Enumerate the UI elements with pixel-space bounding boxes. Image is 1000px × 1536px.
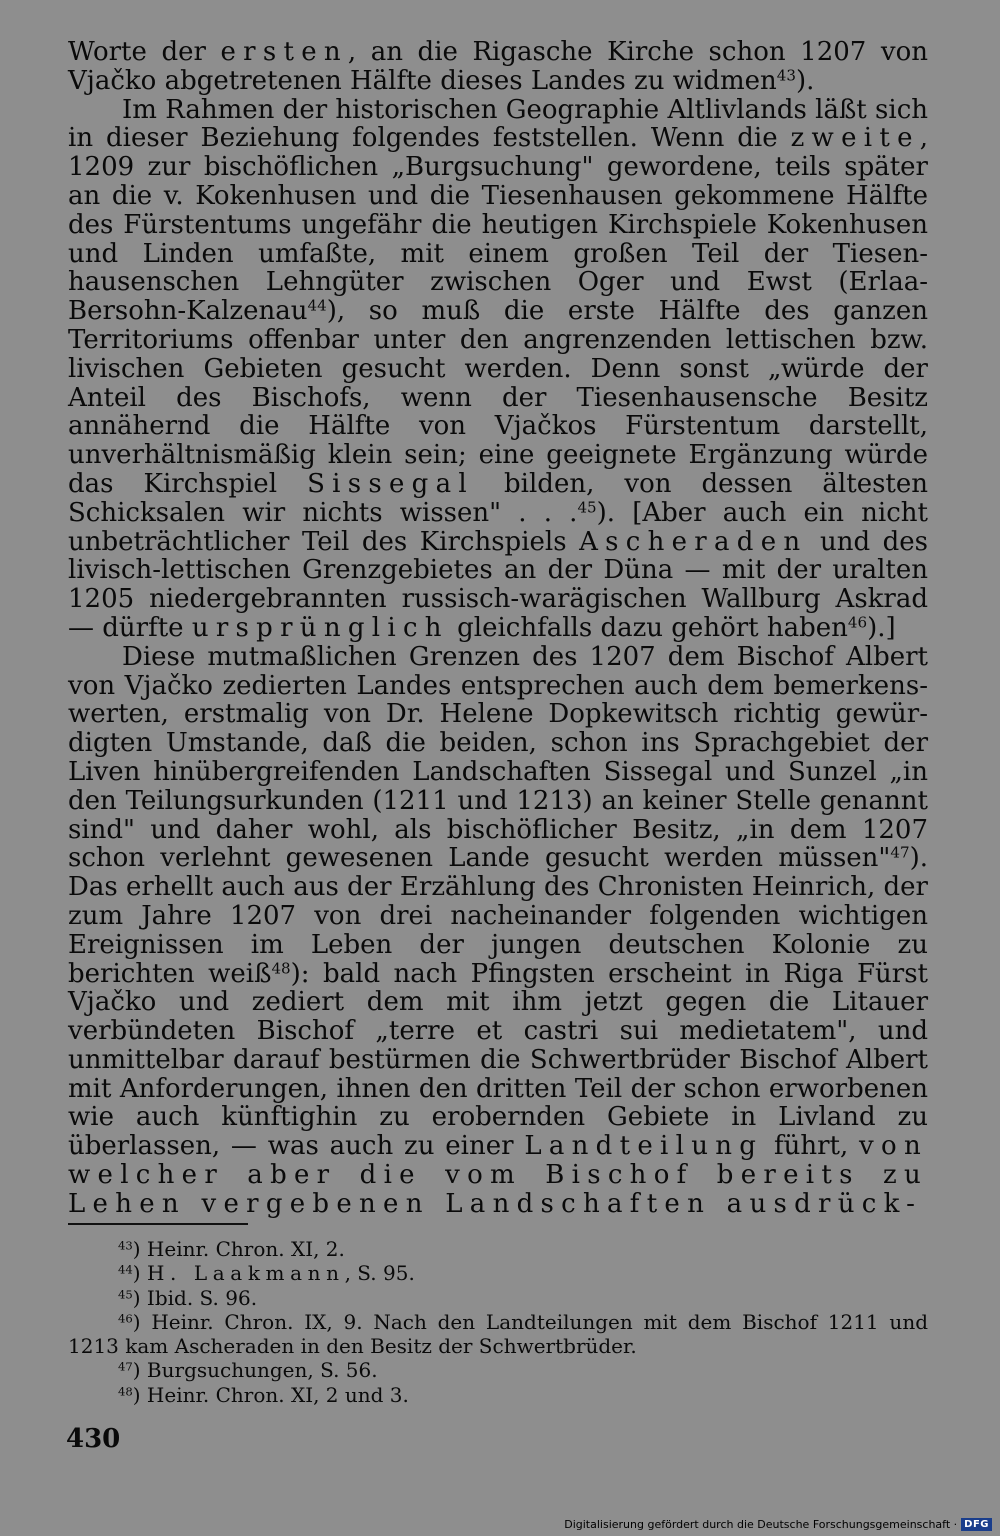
footnote-text: Burgsuchungen, S. 56. bbox=[140, 1358, 378, 1383]
footnote-ref[interactable]: 43 bbox=[776, 66, 796, 85]
spaced-text: Sissegal bbox=[307, 468, 474, 499]
spaced-text: ersten bbox=[220, 37, 348, 67]
footnote-number: 47 bbox=[118, 1360, 133, 1375]
page-number: 430 bbox=[66, 1424, 121, 1454]
footnote-number: 46 bbox=[118, 1311, 133, 1326]
spaced-text: von welcher aber die vom Bischof bereits zu Lehen vergebenen Landschaften ausdrück- bbox=[68, 1131, 928, 1219]
footnote-43: $^{43}$) Heinr. Chron. XI, 2. bbox=[118, 1237, 345, 1261]
footnotes bbox=[68, 1237, 928, 1407]
footnote-text: Ibid. S. 96. bbox=[140, 1285, 258, 1310]
text-run: ). [Aber auch ein nicht unbeträchtlicher Teil des Kirchspiels bbox=[68, 497, 928, 557]
text-run: führt, bbox=[763, 1131, 860, 1162]
body-text bbox=[68, 38, 928, 1219]
footnote-text: Heinr. Chron. XI, 2. bbox=[140, 1237, 345, 1261]
footnote-ref[interactable]: 46 bbox=[847, 613, 868, 632]
text-run: ). Das erhellt auch aus der Erzählung des Chronisten Heinrich, der zum Jahre 1207 von drei nacheinander folgenden wichtigen Ereignissen im Leben der jungen deutschen Kolonie zu berichten weiß bbox=[68, 843, 928, 989]
spaced-text: Ascheraden bbox=[579, 526, 808, 557]
footnote-author: H. Laakmann bbox=[146, 1261, 345, 1286]
text-run: und des livisch-lettischen Grenzgebietes an der Düna — mit der uralten 1205 niedergebrannten russisch-warägischen Wallburg Askrad — dürfte bbox=[68, 526, 928, 643]
text-run: , an die Rigasche Kirche schon 1207 von Vjačko abgetretenen Hälfte dieses Landes zu widmen bbox=[68, 37, 928, 96]
text-run: Im Rahmen der historischen Geographie Altlivlands läßt sich in dieser Beziehung folgendes feststellen. Wenn die bbox=[68, 94, 928, 154]
text-run: Worte der bbox=[68, 37, 221, 67]
footnote-47: $^{47}$) Burgsuchungen, S. 56. bbox=[118, 1358, 378, 1383]
paragraph-3 bbox=[68, 643, 928, 1219]
text-run: Diese mutmaßlichen Grenzen des 1207 dem Bischof Albert von Vjačko zedierten Landes entsprechen auch dem bemerkenswerten, erstmalig von Dr. Helene Dopkewitsch richtig gewürdigten Umstande, daß die beiden, schon ins Sprachgebiet der Liven hinübergreifenden Landschaften Sissegal und Sunzel „in den Teilungsurkunden (1211 und 1213) an keiner Stelle genannt sind" und daher wohl, als bischöflicher Besitz, „in dem 1207 schon verlehnt gewesenen Lande gesucht werden müssen" bbox=[68, 641, 928, 874]
footnote-45: $^{45}$) Ibid. S. 96. bbox=[118, 1285, 258, 1310]
footnote-number: 43 bbox=[118, 1238, 133, 1253]
dfg-notice: Digitalisierung gefördert durch die Deutsche Forschungsgemeinschaft · bbox=[564, 1518, 958, 1531]
footnote-text: Heinr. Chron. IX, 9. Nach den Landteilungen mit dem Bischof 1211 und 1213 kam Ascheraden in den Besitz der Schwertbrüder. bbox=[68, 1309, 928, 1359]
footnote-number: 45 bbox=[118, 1287, 133, 1302]
text-run: ).] bbox=[867, 612, 896, 643]
dfg-credit bbox=[564, 1518, 992, 1531]
text-run: gleichfalls dazu gehört haben bbox=[448, 612, 848, 643]
paragraph-2 bbox=[68, 96, 928, 643]
footnote-number: 48 bbox=[118, 1384, 133, 1399]
footnote-text: , S. 95. bbox=[344, 1261, 415, 1286]
text-run: ). bbox=[795, 65, 815, 96]
footnote-48: $^{48}$) Heinr. Chron. XI, 2 und 3. bbox=[118, 1382, 409, 1407]
footnote-46: $^{46}$) Heinr. Chron. IX, 9. Nach den Landteilungen mit dem Bischof 1211 und 1213 kam Ascheraden in den Besitz der Schwertbrüder. bbox=[68, 1309, 928, 1359]
footnote-ref[interactable]: 45 bbox=[577, 498, 597, 517]
footnote-44: $^{44}$) H. Laakmann, S. 95. bbox=[118, 1261, 415, 1286]
spaced-text: Landteilung bbox=[524, 1131, 764, 1162]
footnote-ref[interactable]: 44 bbox=[307, 296, 327, 315]
footnote-text: Heinr. Chron. XI, 2 und 3. bbox=[140, 1382, 409, 1407]
text-run: bilden, von dessen ältesten Schicksalen wir nichts wissen" . . . bbox=[68, 468, 929, 528]
dfg-logo-icon: DFG bbox=[961, 1518, 992, 1531]
text-run: ): bald nach Pfingsten erscheint in Riga Fürst Vjačko und zediert dem mit ihm jetzt gegen die Litauer verbündeten Bischof „terre et castri sui medietatem", und unmittelbar darauf bestürmen die Schwertbrüder Bischof Albert mit Anforderungen, ihnen den dritten Teil der schon erworbenen wie auch künftighin zu erobernden Gebiete in Livland zu überlassen, — was auch zu einer bbox=[68, 958, 929, 1162]
footnote-ref[interactable]: 48 bbox=[271, 959, 291, 978]
text-run: , 1209 zur bischöflichen „Burgsuchung" gewordene, teils später an die v. Kokenhusen und die Tiesenhausen gekommene Hälfte des Fürstentums ungefähr die heutigen Kirchspiele Kokenhusen und Linden umfaßte, mit einem großen Teil der Tiesenhausenschen Lehngüter zwischen Oger und Ewst (Erlaa-Bersohn-Kalzenau bbox=[68, 123, 928, 327]
footnote-ref[interactable]: 47 bbox=[890, 844, 910, 863]
text-run: ), so muß die erste Hälfte des ganzen Territoriums offenbar unter den angrenzenden lettischen bzw. livischen Gebieten gesucht werden. Denn sonst „würde der Anteil des Bischofs, wenn der Tiesenhausensche Besitz annähernd die Hälfte von Vjačkos Fürstentum darstellt, unverhältnismäßig klein sein; eine geeignete Ergänzung würde das Kirchspiel bbox=[68, 296, 928, 499]
footnote-number: 44 bbox=[118, 1262, 133, 1277]
paragraph-1 bbox=[68, 38, 928, 96]
footnote-rule bbox=[68, 1223, 248, 1225]
spaced-text: zweite bbox=[790, 123, 920, 154]
spaced-text: ursprünglich bbox=[191, 612, 449, 643]
